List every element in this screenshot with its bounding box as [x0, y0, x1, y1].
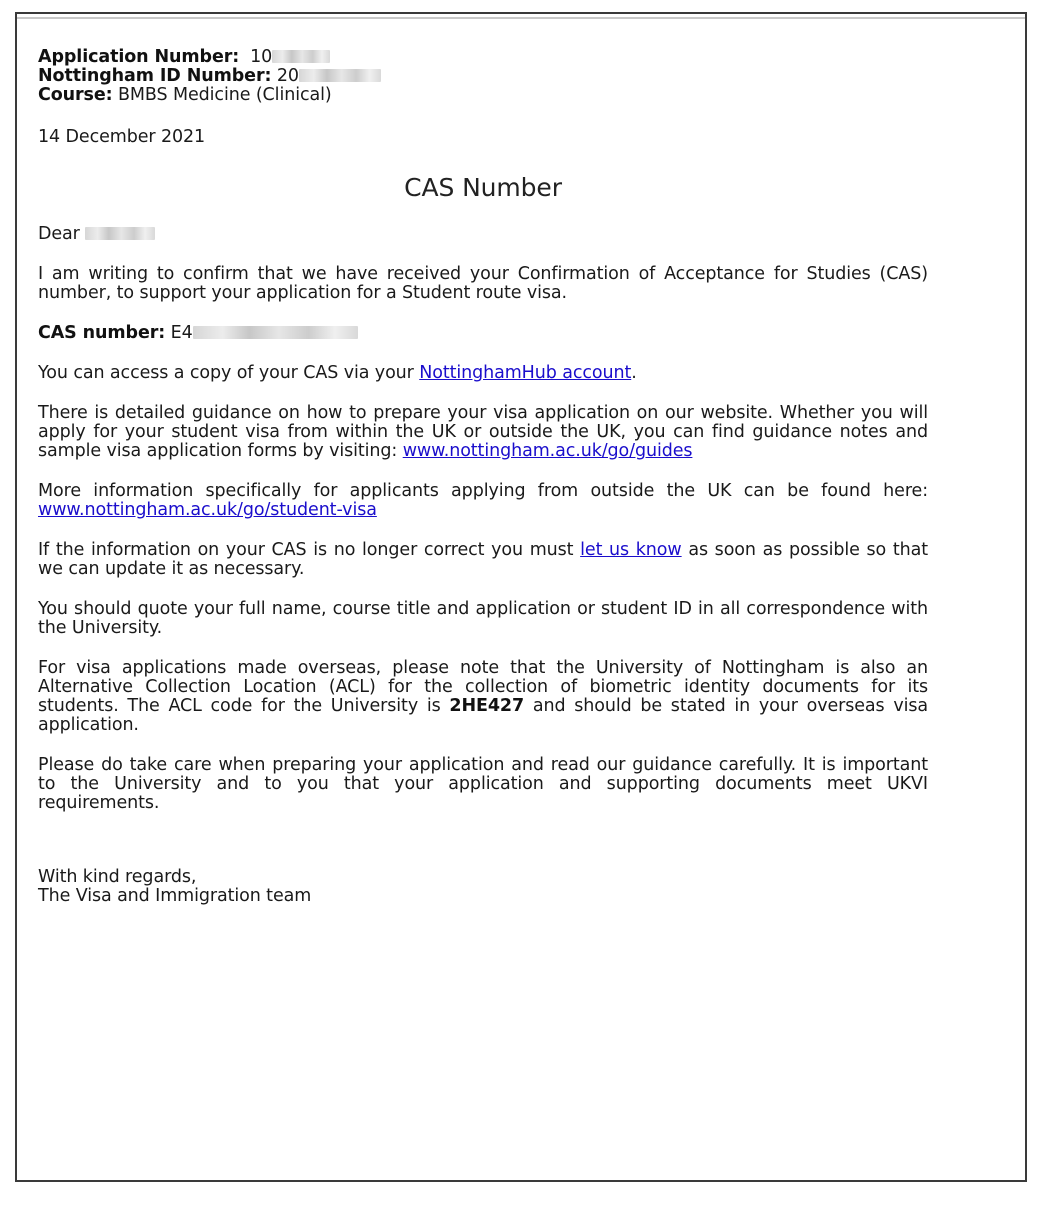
acl-text-after: and should be stated in your overseas visa application.: [38, 696, 928, 735]
team-name: The Visa and Immigration team: [38, 886, 312, 906]
access-cas-period: .: [631, 363, 637, 383]
nottinghamhub-account-link[interactable]: NottinghamHub account: [419, 363, 632, 383]
acl-code: 2HE427: [449, 696, 525, 716]
letter-frame: [15, 12, 1027, 1182]
letter-meta: [38, 48, 928, 105]
course-line: [38, 86, 928, 105]
top-divider: [17, 17, 1025, 19]
application-number-value: 10: [250, 47, 273, 67]
student-visa-link[interactable]: www.nottingham.ac.uk/go/student-visa: [38, 500, 377, 520]
application-number-label: Application Number:: [38, 47, 240, 67]
nottingham-id-value: 20: [276, 66, 299, 86]
paragraph-guidance: [38, 404, 928, 461]
nottingham-id-line: [38, 67, 928, 86]
paragraph-confirmation: I am writing to confirm that we have received your Confirmation of Acceptance for Studies (CAS) number, to support your application for a Student route visa.: [38, 264, 928, 303]
cas-number-label: CAS number:: [38, 323, 166, 343]
letter-title: CAS Number: [404, 173, 562, 202]
redacted-cas-number: [193, 326, 358, 339]
correction-text-after: as soon as possible so that we can update it as necessary.: [38, 540, 928, 579]
let-us-know-link[interactable]: let us know: [580, 540, 682, 560]
outside-uk-text: More information specifically for applicants applying from outside the UK can be found here:: [38, 481, 928, 501]
cas-number-value: E4: [170, 323, 193, 343]
guidance-text: There is detailed guidance on how to prepare your visa application on our website. Whether you will apply for your student visa from within the UK or outside the UK, you can find guidance notes and sample visa application forms by visiting:: [38, 403, 928, 461]
course-value: BMBS Medicine (Clinical): [118, 85, 332, 105]
signature-block: [38, 868, 928, 906]
access-cas-text: You can access a copy of your CAS via your: [38, 363, 420, 383]
cas-number-line: [38, 324, 928, 343]
correction-text-before: If the information on your CAS is no longer correct you must: [38, 540, 581, 560]
redacted-recipient-name: [85, 227, 155, 240]
application-number-line: [38, 48, 928, 67]
paragraph-take-care: Please do take care when preparing your application and read our guidance carefully. It is important to the University and to you that your application and supporting documents meet UKVI requirements.: [38, 755, 928, 813]
letter-body: [38, 48, 928, 906]
redacted-nottingham-id: [299, 69, 381, 82]
redacted-application-number: [272, 50, 330, 63]
paragraph-correction: [38, 541, 928, 579]
paragraph-outside-uk: [38, 482, 928, 520]
course-label: Course:: [38, 85, 113, 105]
closing: With kind regards,: [38, 867, 197, 887]
paragraph-access-cas: [38, 364, 928, 383]
paragraph-acl: [38, 659, 928, 735]
letter-date: 14 December 2021: [38, 127, 206, 147]
acl-text-before: For visa applications made overseas, please note that the University of Nottingham is also an Alternative Collection Location (ACL) for the collection of biometric identity documents for its students. The ACL code for the University is: [38, 658, 928, 716]
nottingham-id-label: Nottingham ID Number:: [38, 66, 272, 86]
greeting: Dear: [38, 224, 80, 244]
guides-link[interactable]: www.nottingham.ac.uk/go/guides: [402, 441, 693, 461]
paragraph-quote-details: You should quote your full name, course title and application or student ID in all correspondence with the University.: [38, 599, 928, 638]
greeting-line: [38, 225, 928, 244]
